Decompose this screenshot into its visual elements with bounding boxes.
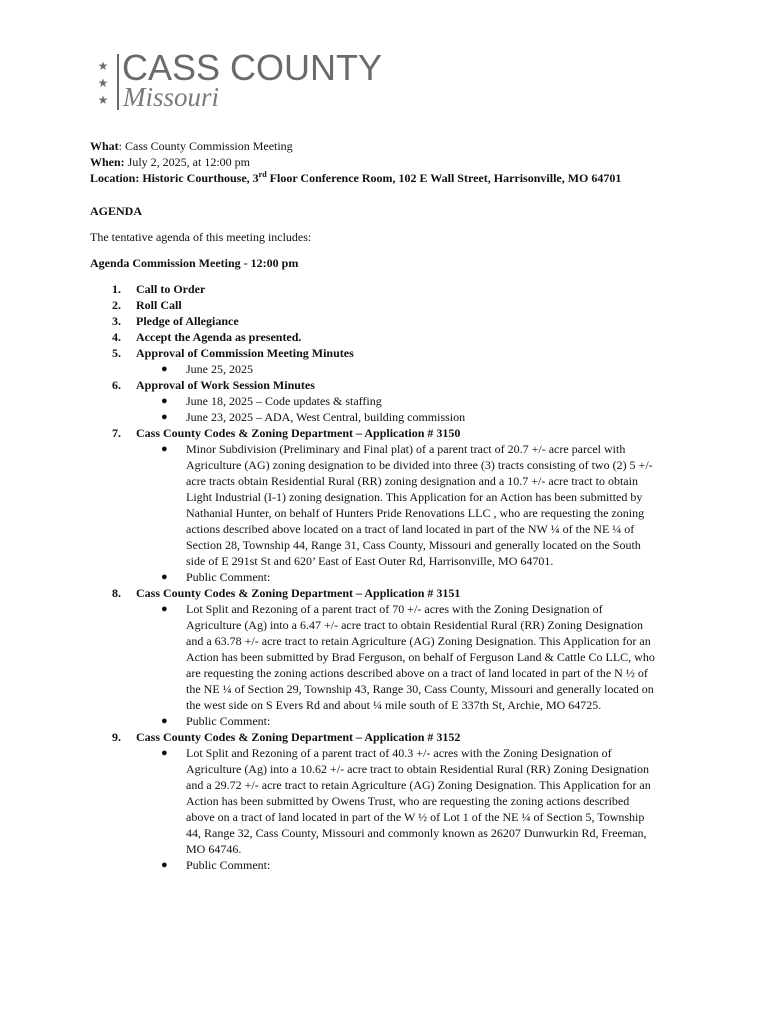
bullet-icon: ●: [161, 571, 168, 583]
item-title: Cass County Codes & Zoning Department – Application # 3150: [136, 426, 461, 440]
item-title: Approval of Work Session Minutes: [136, 378, 315, 392]
item-number: 5.: [112, 346, 121, 360]
item-title: Approval of Commission Meeting Minutes: [136, 346, 354, 360]
logo-subtitle: Missouri: [123, 82, 220, 112]
sub-item: [161, 441, 690, 569]
item-number: 8.: [112, 586, 121, 600]
meeting-location: [90, 170, 690, 186]
agenda-intro: The tentative agenda of this meeting includes:: [90, 230, 312, 244]
sub-item-line: the west side on S Evers Rd and about ¼ mile south of E 337th St, Archie, MO 64725.: [186, 698, 602, 712]
sub-item-text: June 23, 2025 – ADA, West Central, building commission: [186, 410, 466, 424]
sub-item-line: Minor Subdivision (Preliminary and Final plat) of a parent tract of 20.7 +/- acre parcel with: [186, 442, 626, 456]
sub-item: [161, 713, 690, 729]
when-label: When:: [90, 155, 125, 169]
logo-title: CASS COUNTY: [122, 47, 383, 88]
sub-item-line: the NE ¼ of Section 29, Township 43, Range 30, Cass County, Missouri and generally located on: [186, 682, 654, 696]
sub-item: [161, 857, 690, 873]
item-number: 7.: [112, 426, 121, 440]
item-number: 4.: [112, 330, 121, 344]
sub-item-line: Nathanial Hunter, on behalf of Hunters Pride Renovations LLC , who are requesting the zoning: [186, 506, 645, 520]
agenda-item: [90, 297, 690, 313]
sub-item-list: [136, 745, 690, 873]
sub-item-line: Agriculture (Ag) into a 6.47 +/- acre tract to obtain Residential Rural (RR) Zoning Designation: [186, 618, 643, 632]
sub-item-line: actions described above located on a tract of land located in part of the NW ¼ of the NE ¼ of: [186, 522, 635, 536]
meeting-heading: Agenda Commission Meeting - 12:00 pm: [90, 256, 299, 270]
item-number: 1.: [112, 282, 121, 296]
agenda-heading: AGENDA: [90, 204, 143, 218]
sub-item-line: 44, Range 32, Cass County, Missouri and commonly known as 26207 Dunwurkin Rd, Freeman,: [186, 826, 647, 840]
location-superscript: rd: [258, 170, 267, 179]
agenda-items: [90, 281, 690, 873]
sub-item: [161, 393, 690, 409]
item-title: Accept the Agenda as presented.: [136, 330, 302, 344]
bullet-icon: ●: [161, 603, 168, 615]
what-value: : Cass County Commission Meeting: [118, 139, 293, 153]
item-number: 6.: [112, 378, 121, 392]
agenda-item: [90, 425, 690, 585]
agenda-item: [90, 281, 690, 297]
meeting-when: [90, 154, 690, 170]
sub-item-line: Light Industrial (I-1) zoning designation. This Application for an Action has been submitted by: [186, 490, 643, 504]
agenda-item: [90, 377, 690, 425]
sub-item: [161, 409, 690, 425]
sub-item-list: [136, 361, 690, 377]
agenda-item: [90, 345, 690, 377]
sub-item-list: [136, 601, 690, 729]
sub-item: [161, 361, 690, 377]
bullet-icon: ●: [161, 747, 168, 759]
item-title: Cass County Codes & Zoning Department – Application # 3152: [136, 730, 461, 744]
agenda-item: [90, 313, 690, 329]
location-prefix: Location: Historic Courthouse, 3: [90, 171, 259, 185]
item-number: 3.: [112, 314, 121, 328]
sub-item: [161, 601, 690, 713]
sub-item: [161, 745, 690, 857]
sub-item-line: Lot Split and Rezoning of a parent tract of 40.3 +/- acres with the Zoning Designation of: [186, 746, 612, 760]
bullet-icon: ●: [161, 363, 168, 375]
sub-item-line: Action has been submitted by Brad Ferguson, on behalf of Ferguson Land & Cattle Co LLC, who: [186, 650, 655, 664]
sub-item-line: and a 63.78 +/- acre tract to retain Agriculture (AG) Zoning Designation. This Application for an: [186, 634, 651, 648]
star-icon: ★: [97, 93, 109, 107]
sub-item-line: side of E 291st St and 620’ East of East Outer Rd, Harrisonville, MO 64701.: [186, 554, 554, 568]
bullet-icon: ●: [161, 443, 168, 455]
agenda-document: [90, 138, 690, 873]
item-title: Cass County Codes & Zoning Department – Application # 3151: [136, 586, 461, 600]
agenda-item: [90, 585, 690, 729]
sub-item-line: MO 64746.: [186, 842, 242, 856]
what-label: What: [90, 139, 119, 153]
sub-item-line: acre tracts obtain Residential Rural (RR) zoning designation and a 10.7 +/- acre tract to obtain: [186, 474, 638, 488]
meeting-what: [90, 138, 690, 154]
sub-item-list: [136, 393, 690, 425]
sub-item-list: [136, 441, 690, 585]
location-suffix: Floor Conference Room, 102 E Wall Street, Harrisonville, MO 64701: [266, 171, 622, 185]
sub-item-text: Public Comment:: [186, 858, 271, 872]
item-title: Roll Call: [136, 298, 182, 312]
item-title: Pledge of Allegiance: [136, 314, 239, 328]
sub-item-line: and a 29.72 +/- acre tract to retain Agriculture (AG) Zoning Designation. This Application for an: [186, 778, 651, 792]
item-number: 9.: [112, 730, 121, 744]
bullet-icon: ●: [161, 859, 168, 871]
sub-item-line: Agriculture (Ag) into a 10.62 +/- acre tract to obtain Residential Rural (RR) Zoning Designation: [186, 762, 649, 776]
when-value: July 2, 2025, at 12:00 pm: [124, 155, 251, 169]
star-icon: ★: [97, 59, 109, 73]
agenda-item: [90, 329, 690, 345]
bullet-icon: ●: [161, 411, 168, 423]
sub-item: [161, 569, 690, 585]
logo-divider: [117, 54, 119, 110]
bullet-icon: ●: [161, 395, 168, 407]
sub-item-line: Action has been submitted by Owens Trust, who are requesting the zoning actions described: [186, 794, 630, 808]
sub-item-line: Section 28, Township 44, Range 31, Cass County, Missouri and generally located on the South: [186, 538, 641, 552]
item-number: 2.: [112, 298, 121, 312]
sub-item-text: June 18, 2025 – Code updates & staffing: [186, 394, 382, 408]
sub-item-line: Lot Split and Rezoning of a parent tract of 70 +/- acres with the Zoning Designation of: [186, 602, 603, 616]
sub-item-text: Public Comment:: [186, 570, 271, 584]
agenda-item: [90, 729, 690, 873]
logo-stars: [96, 58, 110, 109]
item-title: Call to Order: [136, 282, 206, 296]
cass-county-logo: [96, 47, 396, 112]
sub-item-line: Agriculture (AG) zoning designation to be divided into three (3) tracts consisting of two (2) 5 +/-: [186, 458, 653, 472]
sub-item-text: Public Comment:: [186, 714, 271, 728]
bullet-icon: ●: [161, 715, 168, 727]
sub-item-text: June 25, 2025: [186, 362, 253, 376]
sub-item-line: are requesting the zoning actions described above on a tract of land located in part of the N ½ of: [186, 666, 648, 680]
sub-item-line: above on a tract of land located in part of the W ½ of Lot 1 of the NE ¼ of Section 5, Township: [186, 810, 645, 824]
star-icon: ★: [97, 76, 109, 90]
